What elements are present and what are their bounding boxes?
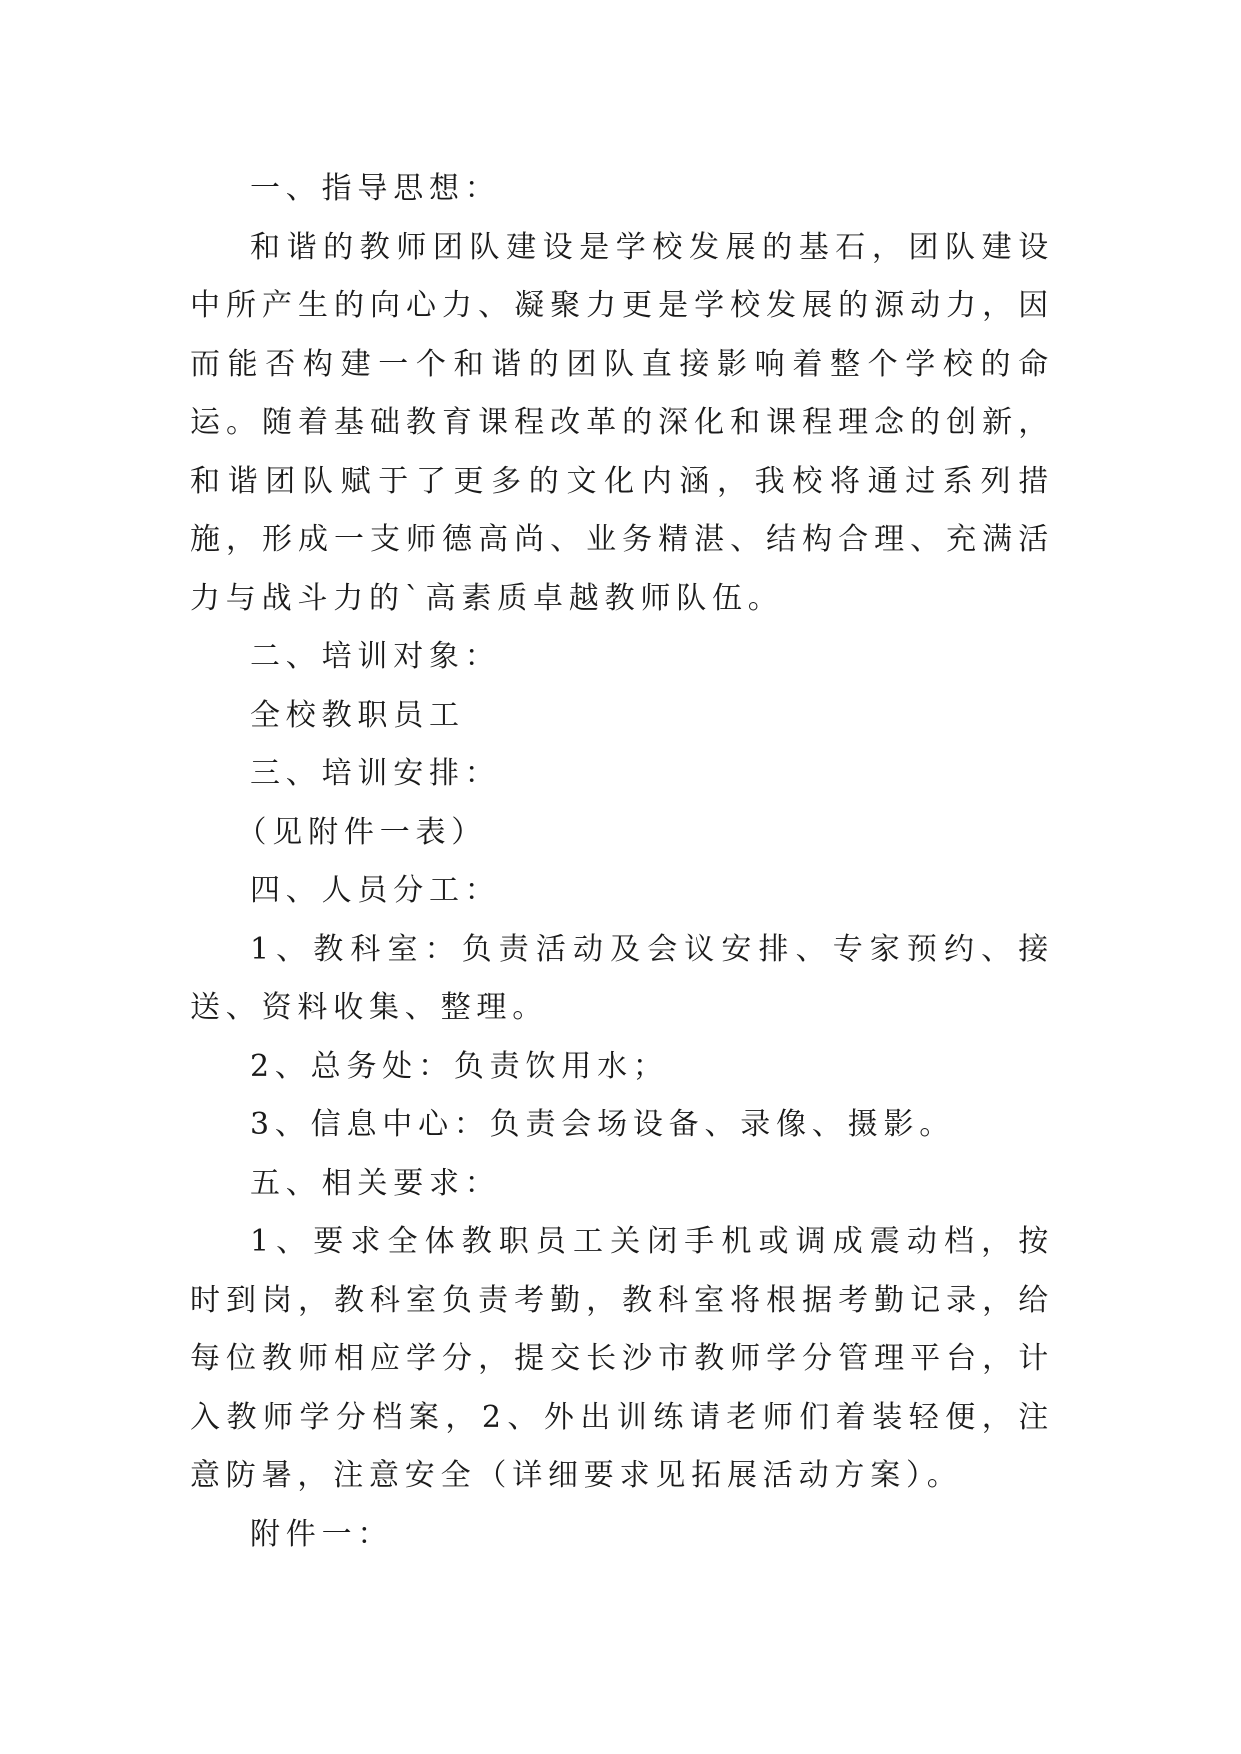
section-heading-training-target: 二、培训对象： [250, 639, 501, 674]
list-item-general-affairs: 2、总务处：负责饮用水； [250, 1048, 669, 1084]
section-heading-staff-division: 四、人员分工： [250, 873, 501, 908]
attachment-heading: 附件一： [250, 1516, 394, 1552]
paragraph-training-arrangement: （见附件一表） [236, 814, 488, 850]
section-heading-training-arrangement: 三、培训安排： [250, 756, 501, 791]
list-item-research-office: 1、教科室：负责活动及会议安排、专家预约、接送、资料收集、整理。 [190, 931, 1054, 1025]
section-heading-guiding-ideology: 一、指导思想： [250, 171, 501, 206]
document-body [190, 160, 1054, 1564]
paragraph-requirements: 1、要求全体教职员工关闭手机或调成震动档，按时到岗，教科室负责考勤，教科室将根据考勤记录，给每位教师相应学分，提交长沙市教师学分管理平台，计入教师学分档案，2、外出训练请老师们着装轻便，注意防暑，注意安全（详细要求见拓展活动方案）。 [190, 1224, 1054, 1493]
paragraph-guiding-ideology: 和谐的教师团队建设是学校发展的基石，团队建设中所产生的向心力、凝聚力更是学校发展的源动力，因而能否构建一个和谐的团队直接影响着整个学校的命运。随着基础教育课程改革的深化和课程理念的创新，和谐团队赋于了更多的文化内涵，我校将通过系列措施，形成一支师德高尚、业务精湛、结构合理、充满活力与战斗力的`高素质卓越教师队伍。 [190, 229, 1054, 616]
paragraph-training-target: 全校教职员工 [250, 697, 465, 733]
list-item-information-center: 3、信息中心：负责会场设备、录像、摄影。 [250, 1107, 956, 1142]
section-heading-requirements: 五、相关要求： [250, 1165, 501, 1201]
